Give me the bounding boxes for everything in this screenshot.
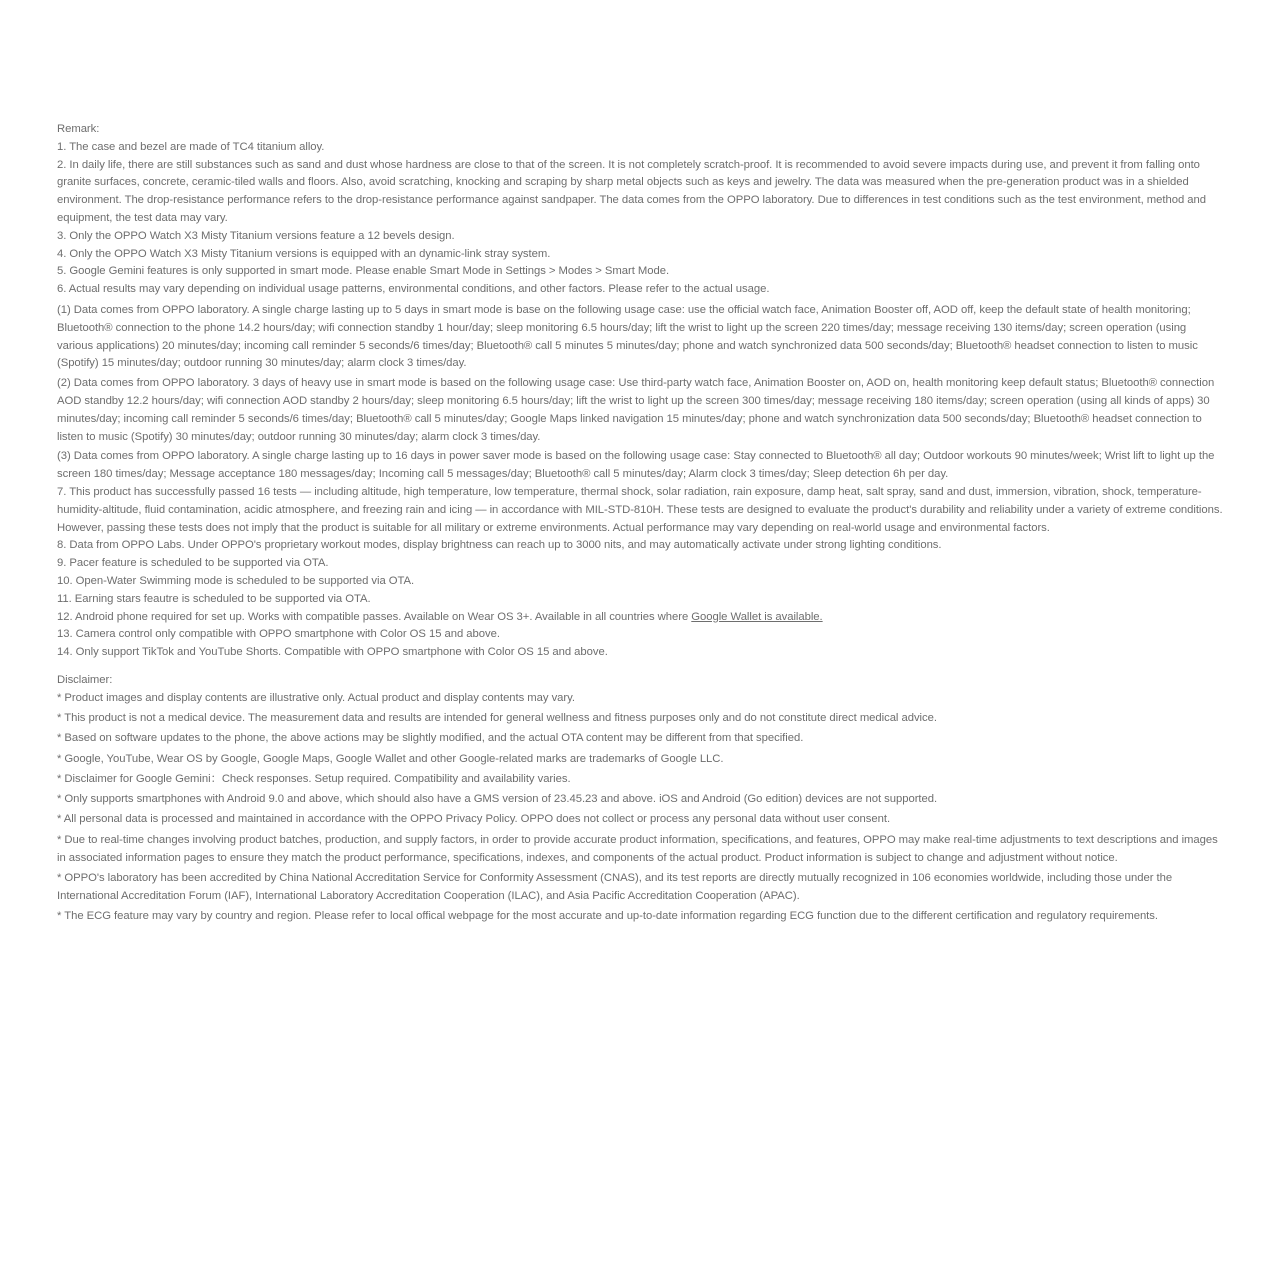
remark-item: 7. This product has successfully passed 16 tests — including altitude, high temperature, low temperature, thermal shock, solar radiation, rain exposure, damp heat, salt spray, sand and dust, immersion, vibration, shock, temperature-humidity-altitude, fluid contamination, acidic atmosphere, and freezing rain and icing — in accordance with MIL-STD-810H. These tests are designed to evaluate the product's durability and reliability under a variety of extreme conditions. However, passing these tests does not imply that the product is suitable for all military or extreme environments. Actual performance may vary depending on real-world usage and environmental factors. xyxy=(57,485,1223,534)
remark-item-12 xyxy=(57,609,1225,627)
remark-item: 13. Camera control only compatible with OPPO smartphone with Color OS 15 and above. xyxy=(57,628,500,641)
remark-item: 11. Earning stars feautre is scheduled to be supported via OTA. xyxy=(57,592,371,605)
remark-item: 3. Only the OPPO Watch X3 Misty Titanium versions feature a 12 bevels design. xyxy=(57,229,455,242)
remark-item: 9. Pacer feature is scheduled to be supported via OTA. xyxy=(57,557,329,570)
disclaimer-item: * The ECG feature may vary by country and region. Please refer to local offical webpage for the most accurate and up-to-date information regarding ECG function due to the different certification and regulatory requirements. xyxy=(57,909,1158,922)
remark-item: 5. Google Gemini features is only supported in smart mode. Please enable Smart Mode in Settings > Modes > Smart Mode. xyxy=(57,265,670,278)
section-spacer xyxy=(57,662,1225,672)
disclaimer-item: * This product is not a medical device. The measurement data and results are intended for general wellness and fitness purposes only and do not constitute direct medical advice. xyxy=(57,712,937,724)
remark-item: 6. Actual results may vary depending on individual usage patterns, environmental conditions, and other factors. Please refer to the actual usage. xyxy=(57,283,770,296)
disclaimer-title: Disclaimer: xyxy=(57,673,113,686)
disclaimer-item: * Based on software updates to the phone, the above actions may be slightly modified, and the actual OTA content may be different from that specified. xyxy=(57,732,804,745)
battery-note: (2) Data comes from OPPO laboratory. 3 days of heavy use in smart mode is based on the following usage case: Use third-party watch face, Animation Booster on, AOD on, health monitoring keep default status; Bluetooth® connection AOD standby 12.2 hours/day; wifi connection AOD standby 2 hours/day; sleep monitoring 6.5 hours/day; lift the wrist to light up the screen 300 times/day; message receiving 180 items/day; screen operation (using all kinds of apps) 30 minutes/day; incoming call reminder 5 seconds/6 times/day; Bluetooth® call 5 minutes/day; Google Maps linked navigation 15 minutes/day; phone and watch synchronization data 500 seconds/day; Bluetooth® headset connection to listen to music (Spotify) 30 minutes/day; outdoor running 30 minutes/day; alarm clock 3 times/day. xyxy=(57,377,1215,443)
disclaimer-item: * Product images and display contents are illustrative only. Actual product and display contents may vary. xyxy=(57,691,575,704)
remark-title: Remark: xyxy=(57,123,100,135)
battery-note: (3) Data comes from OPPO laboratory. A single charge lasting up to 16 days in power saver mode is based on the following usage case: Stay connected to Bluetooth® all day; Outdoor workouts 90 minutes/week; Wrist lift to light up the screen 180 times/day; Message acceptance 180 messages/day; Incoming call 5 messages/day; Bluetooth® call 5 minutes/day; Alarm clock 3 times/day; Sleep detection 6h per day. xyxy=(57,450,1215,481)
google-wallet-availability-link[interactable]: Google Wallet is available. xyxy=(691,610,823,623)
remark-item: 1. The case and bezel are made of TC4 titanium alloy. xyxy=(57,140,325,153)
disclaimer-item: * OPPO's laboratory has been accredited by China National Accreditation Service for Conformity Assessment (CNAS), and its test reports are directly mutually recognized in 106 economies worldwide, including those under the International Accreditation Forum (IAF), International Laboratory Accreditation Cooperation (ILAC), and Asia Pacific Accreditation Cooperation (APAC). xyxy=(57,871,1173,902)
footnotes-section xyxy=(57,121,1225,928)
remark-item: 2. In daily life, there are still substances such as sand and dust whose hardness are close to that of the screen. It is not completely scratch-proof. It is recommended to avoid severe impacts during use, and prevent it from falling onto granite surfaces, concrete, ceramic-tiled walls and floors. Also, avoid scratching, knocking and scraping by sharp metal objects such as keys and jewelry. The data was measured when the pre-generation product was in a shielded environment. The drop-resistance performance refers to the drop-resistance performance against sandpaper. The data comes from the OPPO laboratory. Due to differences in test conditions such as the test environment, method and equipment, the test data may vary. xyxy=(57,158,1206,224)
remark-item-12-text: 12. Android phone required for set up. Works with compatible passes. Available on Wear OS 3+. Available in all countries where xyxy=(57,610,692,623)
remark-item: 8. Data from OPPO Labs. Under OPPO's proprietary workout modes, display brightness can reach up to 3000 nits, and may automatically activate under strong lighting conditions. xyxy=(57,539,942,552)
disclaimer-item: * Disclaimer for Google Gemini：Check responses. Setup required. Compatibility and availability varies. xyxy=(57,772,571,785)
remark-item: 10. Open-Water Swimming mode is scheduled to be supported via OTA. xyxy=(57,574,415,587)
disclaimer-item: * Due to real-time changes involving product batches, production, and supply factors, in order to provide accurate product information, specifications, and features, OPPO may make real-time adjustments to text descriptions and images in associated information pages to ensure they match the product performance, specifications, indexes, and components of the actual product. Product information is subject to change and adjustment without notice. xyxy=(57,833,1218,864)
remark-item: 14. Only support TikTok and YouTube Shorts. Compatible with OPPO smartphone with Color OS 15 and above. xyxy=(57,646,608,659)
remark-item: 4. Only the OPPO Watch X3 Misty Titanium versions is equipped with an dynamic-link stray system. xyxy=(57,247,551,260)
disclaimer-item: * Only supports smartphones with Android 9.0 and above, which should also have a GMS version of 23.45.23 and above. iOS and Android (Go edition) devices are not supported. xyxy=(57,793,938,806)
disclaimer-item: * All personal data is processed and maintained in accordance with the OPPO Privacy Policy. OPPO does not collect or process any personal data without user consent. xyxy=(57,813,891,826)
battery-note: (1) Data comes from OPPO laboratory. A single charge lasting up to 5 days in smart mode is base on the following usage case: use the official watch face, Animation Booster off, AOD off, keep the default state of health monitoring; Bluetooth® connection to the phone 14.2 hours/day; wifi connection standby 1 hour/day; sleep monitoring 6.5 hours/day; lift the wrist to light up the screen 220 times/day; message receiving 130 items/day; screen operation (using various applications) 20 minutes/day; incoming call reminder 5 seconds/6 times/day; Bluetooth® call 5 minutes 5 minutes/day; phone and watch synchronized data 500 seconds/day; Bluetooth® headset connection to listen to music (Spotify) 15 minutes/day; outdoor running 30 minutes/day; alarm clock 3 times/day. xyxy=(57,303,1198,370)
disclaimer-item: * Google, YouTube, Wear OS by Google, Google Maps, Google Wallet and other Google-related marks are trademarks of Google LLC. xyxy=(57,752,724,765)
